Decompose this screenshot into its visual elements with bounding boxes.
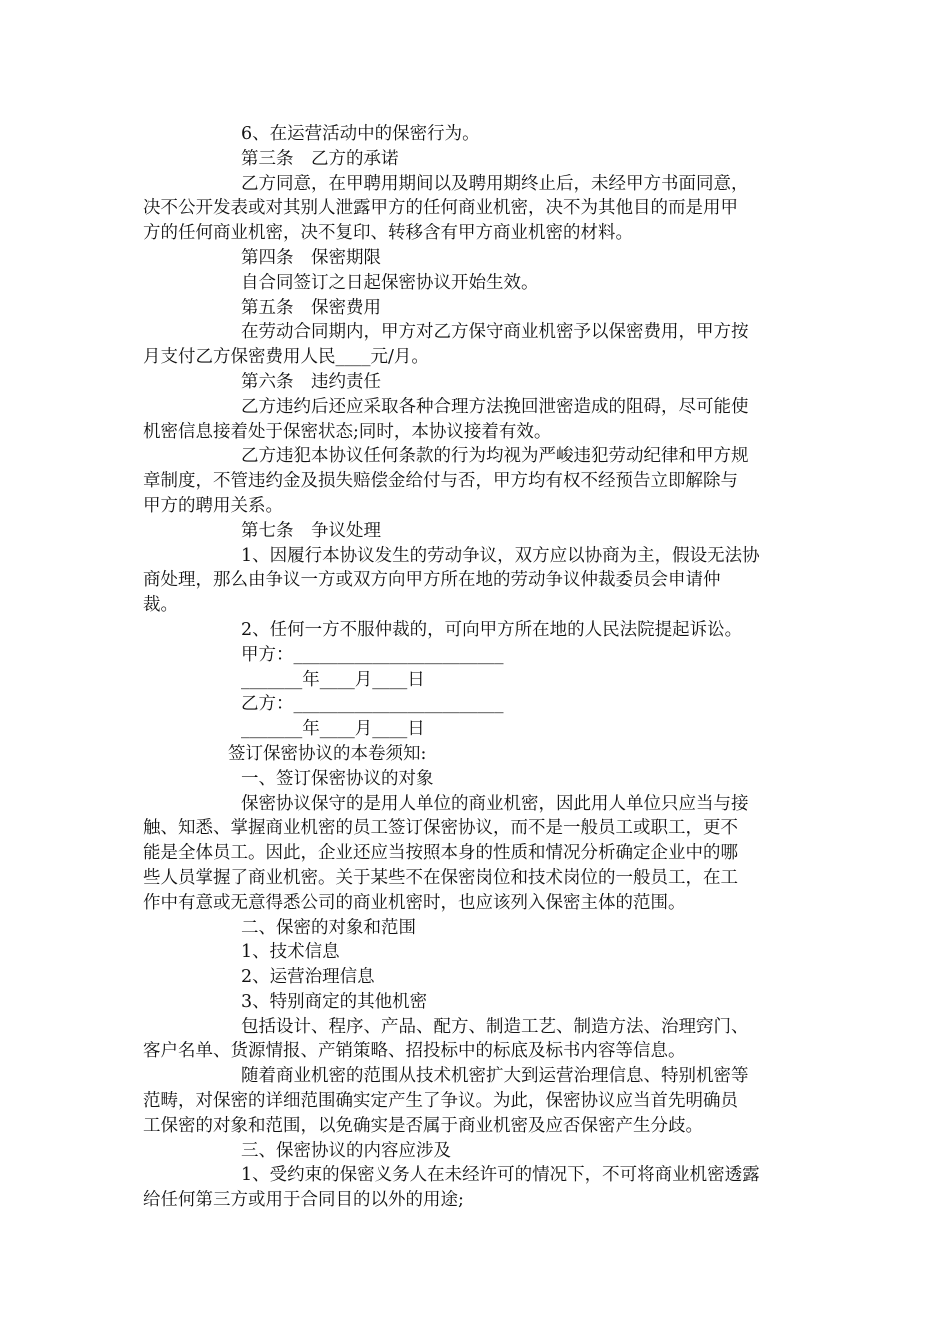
- text-line: 第六条 违约责任: [241, 371, 381, 392]
- text-line: 甲方的聘用关系。: [143, 495, 283, 516]
- text-line: 乙方同意，在甲聘用期间以及聘用期终止后，未经甲方书面同意，: [241, 173, 749, 194]
- text-line: _______年____月____日: [241, 669, 425, 690]
- text-line: 包括设计、程序、产品、配方、制造工艺、制造方法、治理窍门、: [241, 1016, 749, 1037]
- text-line: 方的任何商业机密，决不复印、转移含有甲方商业机密的材料。: [143, 223, 633, 244]
- text-line: 甲方：________________________: [241, 644, 504, 665]
- text-line: 乙方违约后还应采取各种合理方法挽回泄密造成的阻碍，尽可能使: [241, 396, 749, 417]
- text-line: 2、任何一方不服仲裁的，可向甲方所在地的人民法院提起诉讼。: [241, 619, 743, 640]
- text-line: 1、因履行本协议发生的劳动争议，双方应以协商为主，假设无法协: [241, 545, 760, 566]
- text-line: 保密协议保守的是用人单位的商业机密，因此用人单位只应当与接: [241, 793, 749, 814]
- text-line: 第三条 乙方的承诺: [241, 148, 399, 169]
- text-line: 工保密的对象和范围，以免确实是否属于商业机密及应否保密产生分歧。: [143, 1115, 703, 1136]
- text-line: 作中有意或无意得悉公司的商业机密时，也应该列入保密主体的范围。: [143, 892, 686, 913]
- text-line: 商处理，那么由争议一方或双方向甲方所在地的劳动争议仲裁委员会申请仲: [143, 570, 721, 591]
- text-line: 决不公开发表或对其别人泄露甲方的任何商业机密，决不为其他目的而是用甲: [143, 198, 738, 219]
- text-line: 二、保密的对象和范围: [241, 917, 416, 938]
- text-line: 些人员掌握了商业机密。关于某些不在保密岗位和技术岗位的一般员工，在工: [143, 867, 738, 888]
- text-line: 6、在运营活动中的保密行为。: [241, 124, 480, 144]
- text-line: 自合同签订之日起保密协议开始生效。: [241, 272, 539, 293]
- text-line: 触、知悉、掌握商业机密的员工签订保密协议，而不是一般员工或职工，更不: [143, 818, 738, 839]
- text-line: 第四条 保密期限: [241, 247, 381, 268]
- text-line: 裁。: [143, 595, 178, 616]
- text-line: 1、受约束的保密义务人在未经许可的情况下，不可将商业机密透露: [241, 1165, 760, 1186]
- text-line: 乙方：________________________: [241, 694, 504, 715]
- text-line: _______年____月____日: [241, 719, 425, 740]
- text-line: 在劳动合同期内，甲方对乙方保守商业机密予以保密费用，甲方按: [241, 322, 749, 343]
- text-line: 能是全体员工。因此，企业还应当按照本身的性质和情况分析确定企业中的哪: [143, 843, 738, 864]
- text-line: 范畴，对保密的详细范围确实定产生了争议。为此，保密协议应当首先明确员: [143, 1091, 738, 1112]
- text-line: 第七条 争议处理: [241, 520, 381, 541]
- text-line: 章制度，不管违约金及损失赔偿金给付与否，甲方均有权不经预告立即解除与: [143, 471, 738, 492]
- text-line: 第五条 保密费用: [241, 297, 381, 318]
- text-line: 签订保密协议的本卷须知:: [228, 743, 427, 764]
- text-line: 客户名单、货源情报、产销策略、招投标中的标底及标书内容等信息。: [143, 1041, 686, 1062]
- text-line: 乙方违犯本协议任何条款的行为均视为严峻违犯劳动纪律和甲方规: [241, 446, 749, 467]
- text-line: 随着商业机密的范围从技术机密扩大到运营治理信息、特别机密等: [241, 1066, 749, 1087]
- text-line: 1、技术信息: [241, 942, 340, 963]
- document-body: [143, 122, 808, 1213]
- text-line: 给任何第三方或用于合同目的以外的用途;: [143, 1190, 464, 1211]
- text-line: 一、签订保密协议的对象: [241, 768, 434, 789]
- text-line: 机密信息接着处于保密状态;同时，本协议接着有效。: [143, 421, 552, 442]
- text-line: 3、特别商定的其他机密: [241, 991, 428, 1012]
- text-line: 三、保密协议的内容应涉及: [241, 1140, 451, 1161]
- text-line: 月支付乙方保密费用人民____元/月。: [143, 347, 429, 368]
- text-line: 2、运营治理信息: [241, 967, 375, 988]
